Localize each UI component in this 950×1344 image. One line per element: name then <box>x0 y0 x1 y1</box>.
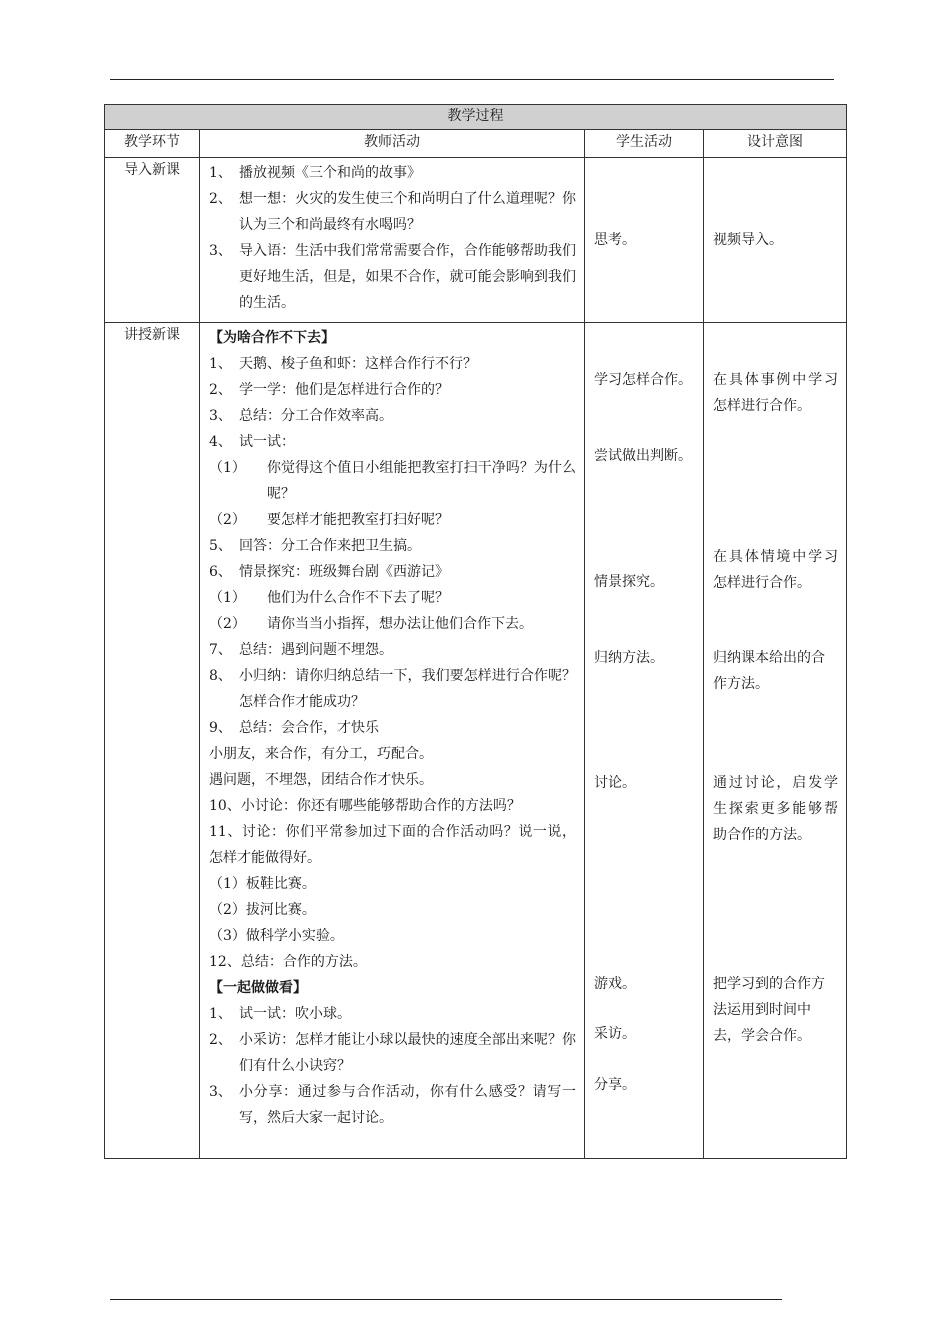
lecture-item: 10、小讨论：你还有哪些能够帮助合作的方法吗？ <box>209 798 521 814</box>
lecture-design <box>704 323 847 1159</box>
intro-student <box>585 158 704 323</box>
header-design: 设计意图 <box>704 130 847 158</box>
student-activity: 学习怎样合作。 <box>594 372 692 388</box>
student-activity: 采访。 <box>594 1026 636 1042</box>
lecture-item: 3、 小分享：通过参与合作活动，你有什么感受？请写一写，然后大家一起讨论。 <box>209 1084 576 1126</box>
intro-item: 3、 导入语：生活中我们常常需要合作，合作能够帮助我们更好地生活，但是，如果不合作，就可能会影响到我们的生活。 <box>209 243 576 311</box>
lecture-item: 5、 回答：分工合作来把卫生搞。 <box>209 538 421 554</box>
activity-item: （3）做科学小实验。 <box>209 928 344 944</box>
lecture-item: 6、 情景探究：班级舞台剧《西游记》 <box>209 564 449 580</box>
lecture-subitem: （1） 你觉得这个值日小组能把教室打扫干净吗？为什么呢？ <box>209 460 576 502</box>
lecture-item: 1、 试一试：吹小球。 <box>209 1006 351 1022</box>
header-teacher: 教师活动 <box>200 130 585 158</box>
lecture-item: 4、 试一试： <box>209 434 295 450</box>
activity-item: （2）拔河比赛。 <box>209 902 316 918</box>
activity-item: （1）板鞋比赛。 <box>209 876 316 892</box>
lecture-item: 9、 总结：会合作，才快乐 <box>209 720 379 736</box>
student-activity: 游戏。 <box>594 976 636 992</box>
lecture-item: 2、 学一学：他们是怎样进行合作的？ <box>209 382 449 398</box>
lecture-item: 3、 总结：分工合作效率高。 <box>209 408 393 424</box>
lecture-item: 7、 总结：遇到问题不埋怨。 <box>209 642 393 658</box>
lecture-subitem: （2） 要怎样才能把教室打扫好呢？ <box>209 512 449 528</box>
design-intent: 通过讨论，启发学生探索更多能够帮助合作的方法。 <box>713 775 838 843</box>
header-student: 学生活动 <box>585 130 704 158</box>
lecture-student <box>585 323 704 1159</box>
design-intent: 把学习到的合作方法运用到时间中去，学会合作。 <box>713 976 825 1044</box>
intro-item: 2、 想一想：火灾的发生使三个和尚明白了什么道理呢？你认为三个和尚最终有水喝吗？ <box>209 191 576 233</box>
lecture-item: 8、 小归纳：请你归纳总结一下，我们要怎样进行合作呢？怎样合作才能成功？ <box>209 668 576 710</box>
section-heading: 【为啥合作不下去】 <box>209 330 335 346</box>
stage-lecture: 讲授新课 <box>105 323 200 1159</box>
intro-design-text: 视频导入。 <box>713 232 783 248</box>
header-rule <box>110 79 834 80</box>
table-title: 教学过程 <box>105 105 847 130</box>
design-intent: 在具体情境中学习怎样进行合作。 <box>713 549 838 591</box>
footer-rule <box>110 1299 782 1300</box>
lecture-teacher-activities <box>200 323 585 1159</box>
student-activity: 情景探究。 <box>594 574 664 590</box>
student-activity: 分享。 <box>594 1077 636 1093</box>
intro-item: 1、 播放视频《三个和尚的故事》 <box>209 165 421 181</box>
lecture-subitem: （1） 他们为什么合作不下去了呢？ <box>209 590 449 606</box>
header-stage: 教学环节 <box>105 130 200 158</box>
poem-line: 遇问题，不埋怨，团结合作才快乐。 <box>209 772 433 788</box>
lecture-item: 12、总结：合作的方法。 <box>209 954 367 970</box>
lecture-subitem: （2） 请你当当小指挥，想办法让他们合作下去。 <box>209 616 533 632</box>
lecture-item: 2、 小采访：怎样才能让小球以最快的速度全部出来呢？你们有什么小诀窍？ <box>209 1032 576 1074</box>
lesson-process-table <box>104 104 847 1159</box>
section-heading: 【一起做做看】 <box>209 980 307 996</box>
student-activity: 尝试做出判断。 <box>594 448 692 464</box>
lecture-item: 11、讨论：你们平常参加过下面的合作活动吗？说一说，怎样才能做得好。 <box>209 824 576 866</box>
student-activity: 讨论。 <box>594 775 636 791</box>
design-intent: 在具体事例中学习怎样进行合作。 <box>713 372 838 414</box>
stage-intro: 导入新课 <box>105 158 200 323</box>
poem-line: 小朋友，来合作，有分工，巧配合。 <box>209 746 433 762</box>
student-activity: 归纳方法。 <box>594 650 664 666</box>
design-intent: 归纳课本给出的合作方法。 <box>713 650 825 692</box>
intro-design <box>704 158 847 323</box>
intro-teacher-activities <box>200 158 585 323</box>
intro-student-text: 思考。 <box>594 232 636 248</box>
lecture-item: 1、 天鹅、梭子鱼和虾：这样合作行不行？ <box>209 356 477 372</box>
